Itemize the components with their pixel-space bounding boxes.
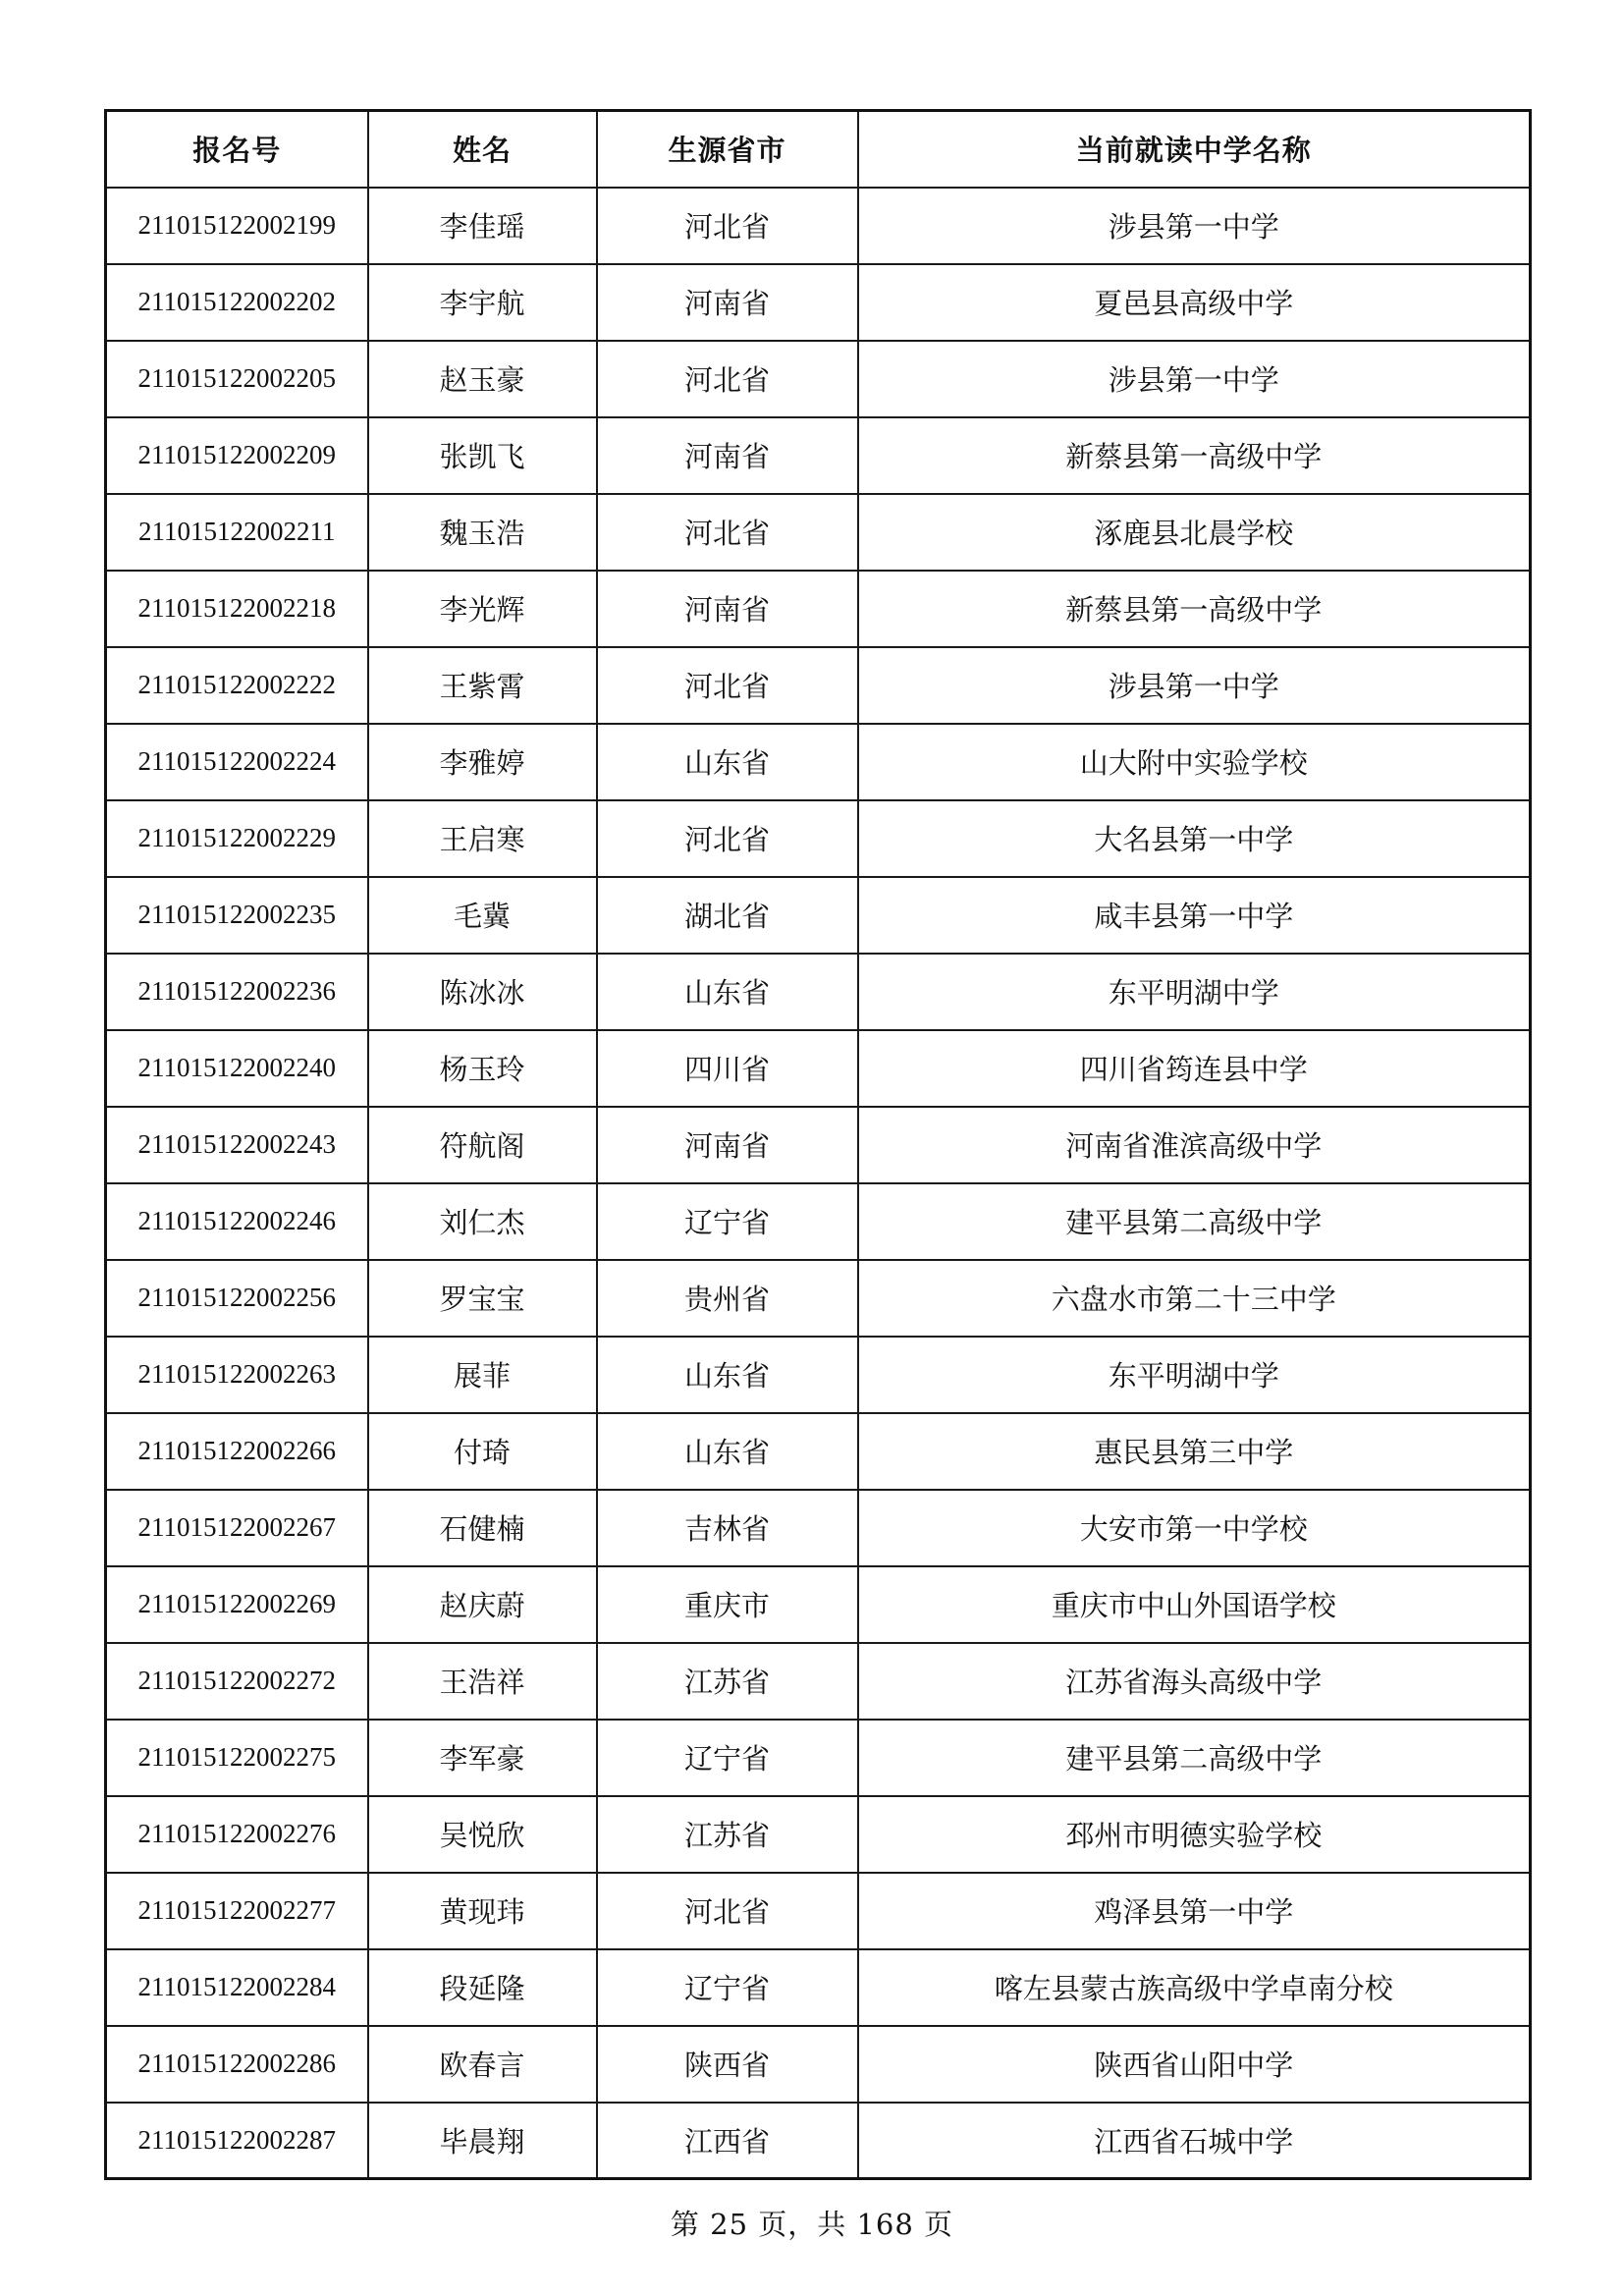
table-row [106, 188, 1531, 264]
cell-province: 河北省 [597, 188, 858, 264]
cell-province: 重庆市 [597, 1566, 858, 1643]
cell-province: 河北省 [597, 341, 858, 417]
cell-province: 山东省 [597, 1413, 858, 1490]
cell-registration-number: 211015122002272 [106, 1643, 368, 1720]
cell-school: 东平明湖中学 [858, 1337, 1531, 1413]
cell-province: 河北省 [597, 647, 858, 724]
cell-province: 山东省 [597, 724, 858, 800]
header-registration-number: 报名号 [106, 111, 368, 188]
cell-school: 陕西省山阳中学 [858, 2026, 1531, 2103]
cell-registration-number: 211015122002224 [106, 724, 368, 800]
cell-registration-number: 211015122002286 [106, 2026, 368, 2103]
cell-school: 涉县第一中学 [858, 341, 1531, 417]
table-row [106, 2026, 1531, 2103]
cell-registration-number: 211015122002263 [106, 1337, 368, 1413]
cell-province: 河北省 [597, 800, 858, 877]
table-row [106, 264, 1531, 341]
cell-name: 毕晨翔 [368, 2103, 597, 2179]
cell-name: 张凯飞 [368, 417, 597, 494]
cell-registration-number: 211015122002246 [106, 1183, 368, 1260]
table-row [106, 1030, 1531, 1107]
cell-name: 刘仁杰 [368, 1183, 597, 1260]
cell-name: 王启寒 [368, 800, 597, 877]
cell-school: 夏邑县高级中学 [858, 264, 1531, 341]
cell-province: 河南省 [597, 1107, 858, 1183]
cell-name: 王浩祥 [368, 1643, 597, 1720]
cell-name: 黄现玮 [368, 1873, 597, 1949]
cell-registration-number: 211015122002256 [106, 1260, 368, 1337]
cell-registration-number: 211015122002269 [106, 1566, 368, 1643]
cell-school: 建平县第二高级中学 [858, 1720, 1531, 1796]
cell-province: 辽宁省 [597, 1183, 858, 1260]
header-province: 生源省市 [597, 111, 858, 188]
cell-school: 大名县第一中学 [858, 800, 1531, 877]
header-school: 当前就读中学名称 [858, 111, 1531, 188]
table-row [106, 494, 1531, 571]
cell-registration-number: 211015122002199 [106, 188, 368, 264]
cell-registration-number: 211015122002229 [106, 800, 368, 877]
cell-school: 四川省筠连县中学 [858, 1030, 1531, 1107]
cell-name: 段延隆 [368, 1949, 597, 2026]
cell-province: 河南省 [597, 417, 858, 494]
cell-school: 涉县第一中学 [858, 647, 1531, 724]
cell-name: 展菲 [368, 1337, 597, 1413]
header-name: 姓名 [368, 111, 597, 188]
cell-province: 贵州省 [597, 1260, 858, 1337]
cell-name: 赵玉豪 [368, 341, 597, 417]
table-row [106, 647, 1531, 724]
cell-school: 喀左县蒙古族高级中学卓南分校 [858, 1949, 1531, 2026]
cell-school: 涉县第一中学 [858, 188, 1531, 264]
table-row [106, 1107, 1531, 1183]
cell-registration-number: 211015122002235 [106, 877, 368, 954]
cell-name: 欧春言 [368, 2026, 597, 2103]
cell-registration-number: 211015122002211 [106, 494, 368, 571]
cell-name: 王紫霄 [368, 647, 597, 724]
cell-province: 湖北省 [597, 877, 858, 954]
cell-registration-number: 211015122002222 [106, 647, 368, 724]
table-row [106, 1490, 1531, 1566]
cell-province: 山东省 [597, 1337, 858, 1413]
table-row [106, 1720, 1531, 1796]
cell-name: 杨玉玲 [368, 1030, 597, 1107]
cell-province: 河南省 [597, 571, 858, 647]
cell-province: 江苏省 [597, 1643, 858, 1720]
table-row [106, 1949, 1531, 2026]
cell-registration-number: 211015122002287 [106, 2103, 368, 2179]
cell-province: 陕西省 [597, 2026, 858, 2103]
table-row [106, 724, 1531, 800]
page-footer: 第 25 页，共 168 页 [670, 2208, 954, 2241]
cell-province: 四川省 [597, 1030, 858, 1107]
cell-name: 李光辉 [368, 571, 597, 647]
table-row [106, 1260, 1531, 1337]
cell-province: 吉林省 [597, 1490, 858, 1566]
table-row [106, 800, 1531, 877]
cell-registration-number: 211015122002277 [106, 1873, 368, 1949]
cell-name: 符航阁 [368, 1107, 597, 1183]
cell-registration-number: 211015122002205 [106, 341, 368, 417]
cell-school: 六盘水市第二十三中学 [858, 1260, 1531, 1337]
cell-school: 鸡泽县第一中学 [858, 1873, 1531, 1949]
cell-province: 辽宁省 [597, 1720, 858, 1796]
cell-school: 邳州市明德实验学校 [858, 1796, 1531, 1873]
cell-province: 河南省 [597, 264, 858, 341]
table-row [106, 1796, 1531, 1873]
cell-school: 江西省石城中学 [858, 2103, 1531, 2179]
cell-province: 江西省 [597, 2103, 858, 2179]
cell-name: 付琦 [368, 1413, 597, 1490]
table-row [106, 417, 1531, 494]
table-row [106, 1566, 1531, 1643]
table-body [106, 188, 1531, 2179]
cell-registration-number: 211015122002218 [106, 571, 368, 647]
cell-name: 吴悦欣 [368, 1796, 597, 1873]
cell-registration-number: 211015122002284 [106, 1949, 368, 2026]
cell-school: 大安市第一中学校 [858, 1490, 1531, 1566]
cell-registration-number: 211015122002276 [106, 1796, 368, 1873]
cell-school: 涿鹿县北晨学校 [858, 494, 1531, 571]
cell-province: 河北省 [597, 1873, 858, 1949]
cell-province: 河北省 [597, 494, 858, 571]
cell-province: 山东省 [597, 954, 858, 1030]
cell-name: 魏玉浩 [368, 494, 597, 571]
cell-name: 李雅婷 [368, 724, 597, 800]
cell-province: 辽宁省 [597, 1949, 858, 2026]
cell-school: 江苏省海头高级中学 [858, 1643, 1531, 1720]
table-row [106, 341, 1531, 417]
cell-name: 李军豪 [368, 1720, 597, 1796]
cell-registration-number: 211015122002202 [106, 264, 368, 341]
cell-registration-number: 211015122002240 [106, 1030, 368, 1107]
table-row [106, 1183, 1531, 1260]
cell-name: 罗宝宝 [368, 1260, 597, 1337]
cell-registration-number: 211015122002243 [106, 1107, 368, 1183]
cell-name: 毛冀 [368, 877, 597, 954]
table-row [106, 954, 1531, 1030]
admission-table [104, 109, 1532, 2180]
cell-registration-number: 211015122002267 [106, 1490, 368, 1566]
cell-registration-number: 211015122002275 [106, 1720, 368, 1796]
table-header-row [106, 111, 1531, 188]
cell-school: 建平县第二高级中学 [858, 1183, 1531, 1260]
cell-registration-number: 211015122002266 [106, 1413, 368, 1490]
cell-name: 李佳瑶 [368, 188, 597, 264]
cell-registration-number: 211015122002236 [106, 954, 368, 1030]
cell-name: 石健楠 [368, 1490, 597, 1566]
cell-name: 陈冰冰 [368, 954, 597, 1030]
table-row [106, 571, 1531, 647]
cell-school: 山大附中实验学校 [858, 724, 1531, 800]
table-row [106, 2103, 1531, 2179]
table-row [106, 1873, 1531, 1949]
cell-province: 江苏省 [597, 1796, 858, 1873]
cell-school: 惠民县第三中学 [858, 1413, 1531, 1490]
table-row [106, 1413, 1531, 1490]
cell-school: 东平明湖中学 [858, 954, 1531, 1030]
cell-school: 新蔡县第一高级中学 [858, 417, 1531, 494]
cell-school: 重庆市中山外国语学校 [858, 1566, 1531, 1643]
cell-registration-number: 211015122002209 [106, 417, 368, 494]
table-row [106, 877, 1531, 954]
cell-name: 李宇航 [368, 264, 597, 341]
cell-name: 赵庆蔚 [368, 1566, 597, 1643]
cell-school: 新蔡县第一高级中学 [858, 571, 1531, 647]
table-row [106, 1337, 1531, 1413]
cell-school: 咸丰县第一中学 [858, 877, 1531, 954]
table-row [106, 1643, 1531, 1720]
cell-school: 河南省淮滨高级中学 [858, 1107, 1531, 1183]
